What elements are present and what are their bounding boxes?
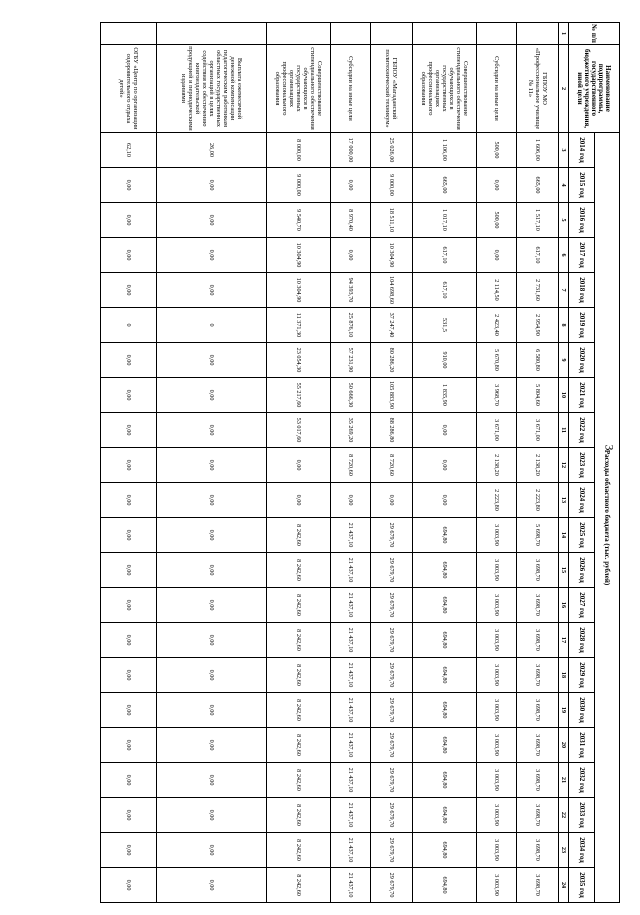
- value-cell: 0,00: [157, 168, 267, 203]
- row-number-cell: [477, 23, 517, 45]
- year-header: 2020 год: [569, 343, 595, 378]
- year-header: 2027 год: [569, 588, 595, 623]
- column-number: 9: [559, 343, 569, 378]
- value-cell: 0,00: [101, 658, 157, 693]
- year-header: 2023 год: [569, 448, 595, 483]
- value-cell: 8 242,60: [267, 553, 331, 588]
- value-cell: 531,5: [413, 308, 477, 343]
- value-cell: 0,00: [157, 623, 267, 658]
- value-cell: 0,00: [101, 588, 157, 623]
- value-cell: 0,00: [371, 483, 413, 518]
- value-cell: 5 698,70: [517, 518, 559, 553]
- value-cell: 80 286,20: [371, 343, 413, 378]
- row-number-cell: [157, 23, 267, 45]
- row-name-cell: Совершенствование стипендиального обеспечения обучающихся в государственных организациях профессионального образования: [267, 45, 331, 133]
- value-cell: 694,80: [413, 833, 477, 868]
- value-cell: 0,00: [157, 693, 267, 728]
- value-cell: 3 968,70: [477, 378, 517, 413]
- value-cell: 21 437,10: [331, 658, 371, 693]
- value-cell: 0,00: [101, 203, 157, 238]
- year-header: 2025 год: [569, 518, 595, 553]
- value-cell: 53 017,60: [267, 413, 331, 448]
- value-cell: 9 540,70: [267, 203, 331, 238]
- value-cell: 0,00: [101, 693, 157, 728]
- header-np: № п/п: [569, 23, 620, 45]
- column-number: 15: [559, 553, 569, 588]
- year-header: 2035 год: [569, 868, 595, 903]
- value-cell: 2 423,40: [477, 308, 517, 343]
- value-cell: 2 223,80: [477, 483, 517, 518]
- column-number: 17: [559, 623, 569, 658]
- value-cell: 1 606,00: [517, 133, 559, 168]
- value-cell: 0,00: [157, 238, 267, 273]
- column-number-row: [559, 23, 569, 903]
- column-number: 23: [559, 833, 569, 868]
- value-cell: 0,00: [101, 553, 157, 588]
- year-header: 2016 год: [569, 203, 595, 238]
- value-cell: 3 698,70: [517, 833, 559, 868]
- column-number: 13: [559, 483, 569, 518]
- value-cell: 29 679,70: [371, 553, 413, 588]
- value-cell: 0,00: [267, 448, 331, 483]
- year-header: 2028 год: [569, 623, 595, 658]
- value-cell: 8 000,00: [267, 133, 331, 168]
- value-cell: 694,80: [413, 728, 477, 763]
- value-cell: 29 679,70: [371, 868, 413, 903]
- value-cell: 21 437,10: [331, 763, 371, 798]
- value-cell: 29 679,70: [371, 798, 413, 833]
- row-name-cell: Субсидии на иные цели: [477, 45, 517, 133]
- value-cell: 5 670,80: [477, 343, 517, 378]
- value-cell: 8 242,60: [267, 833, 331, 868]
- value-cell: 8 970,40: [331, 203, 371, 238]
- year-header: 2014 год: [569, 133, 595, 168]
- value-cell: 3 698,70: [517, 588, 559, 623]
- value-cell: 8 720,60: [331, 448, 371, 483]
- value-cell: 2 114,50: [477, 273, 517, 308]
- table-row: [267, 23, 331, 903]
- table-row: [371, 23, 413, 903]
- value-cell: 0,00: [157, 553, 267, 588]
- value-cell: 0,00: [157, 658, 267, 693]
- value-cell: 3 698,70: [517, 553, 559, 588]
- value-cell: 2 731,60: [517, 273, 559, 308]
- column-number: 20: [559, 728, 569, 763]
- value-cell: 3 003,90: [477, 553, 517, 588]
- header-name: Наименование подпрограммы, государственного бюджетного учреждения, иной цели: [569, 45, 620, 133]
- value-cell: 694,80: [413, 623, 477, 658]
- value-cell: 0,00: [157, 273, 267, 308]
- value-cell: 3 698,70: [517, 798, 559, 833]
- value-cell: 0,00: [267, 483, 331, 518]
- value-cell: 0,00: [101, 868, 157, 903]
- year-header: 2018 год: [569, 273, 595, 308]
- value-cell: 0,00: [157, 448, 267, 483]
- year-header: 2019 год: [569, 308, 595, 343]
- value-cell: 105 883,90: [371, 378, 413, 413]
- value-cell: 29 679,70: [371, 588, 413, 623]
- value-cell: 21 437,10: [331, 833, 371, 868]
- value-cell: 694,80: [413, 553, 477, 588]
- value-cell: 1 106,00: [413, 133, 477, 168]
- value-cell: 0,00: [413, 413, 477, 448]
- value-cell: 3 698,70: [517, 728, 559, 763]
- value-cell: 0,00: [101, 483, 157, 518]
- value-cell: 17 000,00: [331, 133, 371, 168]
- year-header: 2032 год: [569, 763, 595, 798]
- value-cell: 11 371,30: [267, 308, 331, 343]
- column-number: 19: [559, 693, 569, 728]
- value-cell: 617,10: [413, 238, 477, 273]
- column-number: 14: [559, 518, 569, 553]
- value-cell: 25 876,10: [331, 308, 371, 343]
- value-cell: 21 437,10: [331, 623, 371, 658]
- row-number-cell: [413, 23, 477, 45]
- year-header: 2031 год: [569, 728, 595, 763]
- value-cell: 21 437,10: [331, 728, 371, 763]
- row-number-cell: [517, 23, 559, 45]
- value-cell: 8 242,60: [267, 763, 331, 798]
- value-cell: 25 026,00: [371, 133, 413, 168]
- value-cell: 10 304,90: [371, 238, 413, 273]
- column-number: 8: [559, 308, 569, 343]
- value-cell: 21 437,10: [331, 518, 371, 553]
- value-cell: 29 679,70: [371, 518, 413, 553]
- year-header: 2015 год: [569, 168, 595, 203]
- value-cell: 694,80: [413, 763, 477, 798]
- column-number: 5: [559, 203, 569, 238]
- column-number: 16: [559, 588, 569, 623]
- value-cell: 3 698,70: [517, 693, 559, 728]
- row-name-cell: Совершенствование стипендиального обеспечения обучающихся в государственных организациях профессионального образования: [413, 45, 477, 133]
- value-cell: 3 003,90: [477, 623, 517, 658]
- value-cell: 1 517,10: [517, 203, 559, 238]
- value-cell: 0,00: [101, 728, 157, 763]
- value-cell: 9 000,00: [267, 168, 331, 203]
- value-cell: 1 835,90: [413, 378, 477, 413]
- value-cell: 2 954,90: [517, 308, 559, 343]
- value-cell: 29 679,70: [371, 623, 413, 658]
- year-header: 2021 год: [569, 378, 595, 413]
- value-cell: 0,00: [101, 518, 157, 553]
- value-cell: 8 242,60: [267, 693, 331, 728]
- value-cell: 0,00: [101, 833, 157, 868]
- value-cell: 21 437,10: [331, 868, 371, 903]
- column-number: 2: [559, 45, 569, 133]
- row-number-cell: [331, 23, 371, 45]
- value-cell: 0,00: [331, 238, 371, 273]
- column-number: 21: [559, 763, 569, 798]
- table-row: [477, 23, 517, 903]
- year-header: 2017 год: [569, 238, 595, 273]
- value-cell: 0,00: [413, 448, 477, 483]
- value-cell: 665,00: [413, 168, 477, 203]
- value-cell: 21 437,10: [331, 553, 371, 588]
- value-cell: 29 679,70: [371, 693, 413, 728]
- value-cell: 62,10: [101, 133, 157, 168]
- value-cell: 21 437,10: [331, 588, 371, 623]
- column-number: 11: [559, 413, 569, 448]
- value-cell: 3 698,70: [517, 658, 559, 693]
- header-group: Расходы областного бюджета (тыс. рублей): [595, 133, 620, 903]
- value-cell: 0,00: [101, 343, 157, 378]
- value-cell: 3 698,70: [517, 623, 559, 658]
- value-cell: 500,00: [477, 203, 517, 238]
- column-number: 7: [559, 273, 569, 308]
- year-header: 2022 год: [569, 413, 595, 448]
- value-cell: 0,00: [331, 168, 371, 203]
- year-row: [569, 23, 595, 903]
- row-number-cell: [371, 23, 413, 45]
- column-number: 1: [559, 23, 569, 45]
- value-cell: 0,00: [157, 203, 267, 238]
- value-cell: 0,00: [101, 763, 157, 798]
- value-cell: 2 223,80: [517, 483, 559, 518]
- value-cell: 0,00: [157, 763, 267, 798]
- value-cell: 665,00: [517, 168, 559, 203]
- year-header: 2034 год: [569, 833, 595, 868]
- row-name-cell: ГБПОУ «Магаданский политехнический техникум»: [371, 45, 413, 133]
- value-cell: 0,00: [157, 378, 267, 413]
- column-number: 24: [559, 868, 569, 903]
- value-cell: 0,00: [101, 168, 157, 203]
- value-cell: 0,00: [157, 588, 267, 623]
- value-cell: 3 698,70: [517, 868, 559, 903]
- value-cell: 617,10: [517, 238, 559, 273]
- value-cell: 3 671,00: [517, 413, 559, 448]
- value-cell: 35 269,20: [331, 413, 371, 448]
- value-cell: 55 217,60: [267, 378, 331, 413]
- value-cell: 3 003,90: [477, 833, 517, 868]
- value-cell: 910,00: [413, 343, 477, 378]
- row-number-cell: [101, 23, 157, 45]
- column-number: 10: [559, 378, 569, 413]
- value-cell: 8 242,60: [267, 658, 331, 693]
- value-cell: 8 242,60: [267, 518, 331, 553]
- year-header: 2033 год: [569, 798, 595, 833]
- row-name-cell: ОГБУ «Центр по организации оздоровительного отдыха детей»: [101, 45, 157, 133]
- table-row: [101, 23, 157, 903]
- value-cell: 694,80: [413, 518, 477, 553]
- value-cell: 0,00: [101, 623, 157, 658]
- value-cell: 694,80: [413, 658, 477, 693]
- row-name-cell: ГБПОУ МО «Профессиональное училище № 11»: [517, 45, 559, 133]
- value-cell: 29 679,70: [371, 833, 413, 868]
- value-cell: 2 138,20: [477, 448, 517, 483]
- value-cell: 29 679,70: [371, 658, 413, 693]
- value-cell: 0,00: [477, 238, 517, 273]
- value-cell: 5 804,60: [517, 378, 559, 413]
- value-cell: 8 242,60: [267, 623, 331, 658]
- value-cell: 0,00: [157, 343, 267, 378]
- value-cell: 10 304,90: [267, 238, 331, 273]
- value-cell: 8 242,60: [267, 588, 331, 623]
- value-cell: 37 247,40: [371, 308, 413, 343]
- value-cell: 0,00: [101, 448, 157, 483]
- rotated-page: [0, 10, 620, 915]
- value-cell: 21 437,10: [331, 798, 371, 833]
- table-body: [101, 23, 559, 903]
- table-row: [517, 23, 559, 903]
- value-cell: 3 003,90: [477, 588, 517, 623]
- value-cell: 29 679,70: [371, 728, 413, 763]
- row-name-cell: Выплата ежемесячной денежной компенсации педагогическим работникам областных государственных организаций в целях содействия их обеспечению книгоиздательской продукцией и периодическими изданиями: [157, 45, 267, 133]
- column-number: 3: [559, 133, 569, 168]
- column-number: 4: [559, 168, 569, 203]
- value-cell: 0,00: [331, 483, 371, 518]
- column-number: 12: [559, 448, 569, 483]
- budget-table: [100, 22, 620, 903]
- value-cell: 8 242,60: [267, 868, 331, 903]
- value-cell: 10 304,90: [267, 273, 331, 308]
- value-cell: 94 393,70: [331, 273, 371, 308]
- value-cell: 2 138,20: [517, 448, 559, 483]
- table-row: [157, 23, 267, 903]
- value-cell: 3 671,00: [477, 413, 517, 448]
- value-cell: 694,80: [413, 588, 477, 623]
- value-cell: 26,00: [157, 133, 267, 168]
- value-cell: 0,00: [413, 483, 477, 518]
- value-cell: 0,00: [157, 413, 267, 448]
- year-header: 2024 год: [569, 483, 595, 518]
- value-cell: 18 511,10: [371, 203, 413, 238]
- value-cell: 0,00: [157, 833, 267, 868]
- value-cell: 0,00: [101, 413, 157, 448]
- value-cell: 617,10: [413, 273, 477, 308]
- value-cell: 0,00: [477, 168, 517, 203]
- value-cell: 0,00: [157, 483, 267, 518]
- value-cell: 1 017,10: [413, 203, 477, 238]
- value-cell: 0,00: [101, 798, 157, 833]
- value-cell: 8 242,60: [267, 798, 331, 833]
- value-cell: 0,00: [157, 728, 267, 763]
- value-cell: 694,80: [413, 868, 477, 903]
- value-cell: 9 000,00: [371, 168, 413, 203]
- value-cell: 0: [101, 308, 157, 343]
- value-cell: 500,00: [477, 133, 517, 168]
- year-header: 2029 год: [569, 658, 595, 693]
- row-number-cell: [267, 23, 331, 45]
- value-cell: 3 003,90: [477, 868, 517, 903]
- value-cell: 0: [157, 308, 267, 343]
- value-cell: 3 003,90: [477, 693, 517, 728]
- row-name-cell: Субсидии на иные цели: [331, 45, 371, 133]
- table-row: [331, 23, 371, 903]
- value-cell: 104 698,60: [371, 273, 413, 308]
- column-number: 6: [559, 238, 569, 273]
- page-number: 3: [602, 444, 617, 451]
- value-cell: 8 720,60: [371, 448, 413, 483]
- value-cell: 694,80: [413, 798, 477, 833]
- value-cell: 88 286,80: [371, 413, 413, 448]
- value-cell: 21 437,10: [331, 693, 371, 728]
- value-cell: 0,00: [157, 868, 267, 903]
- value-cell: 3 003,90: [477, 658, 517, 693]
- value-cell: 50 666,30: [331, 378, 371, 413]
- value-cell: 694,80: [413, 693, 477, 728]
- table-header: [559, 23, 620, 903]
- value-cell: 3 003,90: [477, 728, 517, 763]
- column-number: 18: [559, 658, 569, 693]
- value-cell: 0,00: [101, 238, 157, 273]
- value-cell: 29 679,70: [371, 763, 413, 798]
- value-cell: 23 054,30: [267, 343, 331, 378]
- value-cell: 6 580,80: [517, 343, 559, 378]
- value-cell: 0,00: [157, 518, 267, 553]
- value-cell: 3 003,90: [477, 763, 517, 798]
- year-header: 2026 год: [569, 553, 595, 588]
- value-cell: 0,00: [101, 378, 157, 413]
- year-header: 2030 год: [569, 693, 595, 728]
- value-cell: 3 698,70: [517, 763, 559, 798]
- value-cell: 8 242,60: [267, 728, 331, 763]
- column-number: 22: [559, 798, 569, 833]
- value-cell: 57 231,90: [331, 343, 371, 378]
- value-cell: 0,00: [101, 273, 157, 308]
- value-cell: 3 003,90: [477, 518, 517, 553]
- table-row: [413, 23, 477, 903]
- value-cell: 0,00: [157, 798, 267, 833]
- value-cell: 3 003,90: [477, 798, 517, 833]
